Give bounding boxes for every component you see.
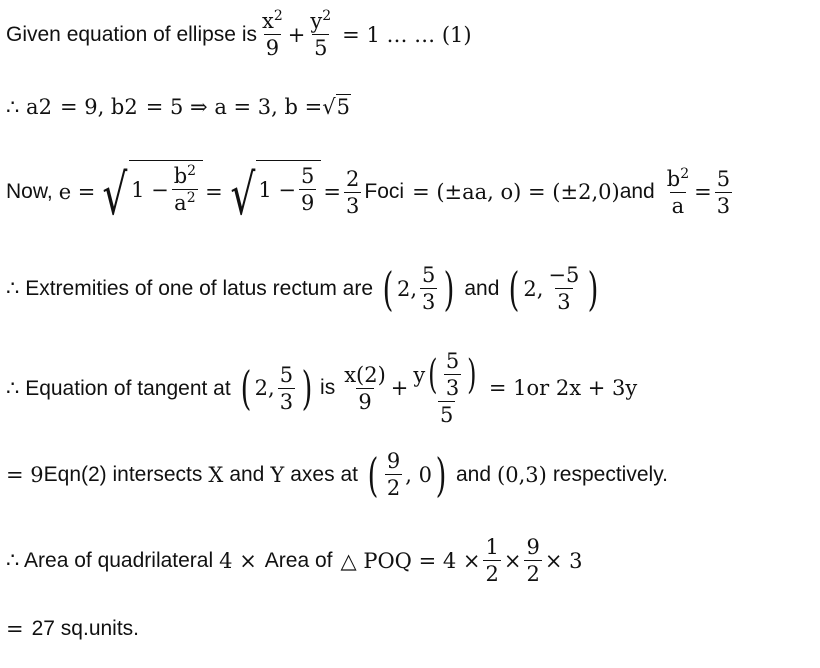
operator: × — [503, 548, 522, 573]
text: ∴ Extremities of one of latus rectum are — [6, 277, 374, 301]
text: is — [320, 376, 336, 400]
text: = 9 — [6, 462, 44, 487]
fraction: $\frac{5}{3}$ — [716, 166, 731, 218]
equation-line-1 — [6, 10, 472, 59]
fraction: $\frac{1}{2}$ — [485, 535, 499, 587]
text: 2, — [523, 276, 544, 301]
text: Given equation of ellipse is — [6, 22, 257, 46]
equation-line-7 — [6, 536, 582, 585]
text: 4 × — [219, 548, 257, 573]
fraction: $\frac{9}{2}$ — [386, 449, 401, 501]
equation-line-4: ∴ Extremities of one of latus rectum are ( 2, $\frac{5}{3}$ ) and ( 2, $\frac{-5}{3}$ ) — [6, 261, 599, 316]
text: and — [619, 180, 655, 204]
fraction: $\frac{5}{3}$ — [279, 362, 294, 414]
text: and — [229, 462, 265, 486]
operator: + — [287, 22, 306, 47]
text: = 5 ⇒ a = 3, b = — [145, 94, 323, 119]
text: 2, — [396, 276, 418, 301]
equation-line-2: ∴ a 2 = 9, b 2 = 5 ⇒ a = 3, b = √ 5 — [6, 94, 350, 119]
text: 27 sq.units. — [31, 617, 140, 640]
text: × 3 — [544, 548, 583, 573]
sqrt-expression: √ 1 − $\frac{b^2}{a^2}$ — [97, 160, 203, 224]
text: △ POQ = 4 × — [340, 548, 481, 573]
sqrt-expression: √ 1 − $\frac{5}{9}$ — [225, 160, 322, 224]
equation-line-3 — [6, 160, 735, 229]
text: 1 − — [258, 177, 297, 202]
text: = 1or 2x + 3y — [488, 376, 638, 401]
text: = (±aa, o) = (±2,0) — [412, 180, 620, 205]
text: 1 − — [131, 177, 169, 202]
fraction: $\frac{b^2}{a^2}$ — [173, 163, 197, 216]
equation-line-6: = 9 Eqn(2) intersects X and Y axes at ( $\frac{9}{2}$ , 0 ) and (0,3) respectively. — [6, 447, 668, 502]
text: Eqn(2) intersects — [43, 462, 203, 486]
text: ∴ Equation of tangent at — [6, 376, 231, 400]
text: , 0 — [405, 462, 433, 487]
operator: = — [694, 180, 712, 205]
text: = 1 … … (1) — [342, 22, 472, 47]
equation-line-8 — [6, 617, 139, 641]
sqrt-argument: 5 — [336, 95, 350, 119]
text: ∴ a — [6, 94, 39, 119]
operator: = — [6, 617, 24, 641]
text: Y — [270, 462, 285, 487]
fraction: $\frac{x^2}{9}$ — [262, 8, 283, 61]
text: ∴ Area of quadrilateral — [6, 549, 214, 573]
sqrt-sign: √ — [322, 94, 336, 119]
fraction: $\frac{b^2}{a}$ — [666, 165, 690, 218]
operator: + — [390, 376, 409, 401]
text: axes at — [290, 462, 358, 486]
fraction: $\frac{x(2)}{9}$ — [344, 362, 386, 414]
text: X — [208, 462, 224, 487]
text: = 9, b — [59, 94, 125, 119]
equation-line-5: ∴ Equation of tangent at ( 2, $\frac{5}{3}$ ) is $\frac{x(2)}{9}$ + y ( $\frac{5}{3}$ ) 5 = 1or 2x + 3y — [6, 349, 638, 428]
text: Area of — [264, 548, 333, 572]
operator: = — [323, 180, 342, 205]
fraction: $\frac{2}{3}$ — [346, 166, 360, 218]
fraction: $\frac{5}{9}$ — [301, 164, 315, 216]
text: and — [455, 462, 492, 486]
text: (0,3) — [497, 462, 547, 487]
text: Foci — [364, 180, 405, 204]
text: and — [464, 276, 500, 300]
text: e = — [58, 180, 96, 205]
operator: = — [205, 180, 223, 205]
text: 2, — [254, 376, 275, 401]
fraction: $\frac{y^2}{5}$ — [310, 8, 332, 61]
text: respectively. — [552, 462, 668, 486]
fraction: $\frac{5}{3}$ — [422, 263, 436, 315]
fraction: $\frac{-5}{3}$ — [548, 263, 580, 315]
fraction: $\frac{9}{2}$ — [526, 535, 540, 587]
fraction: y ( $\frac{5}{3}$ ) 5 — [413, 349, 477, 428]
text: Now, — [6, 180, 53, 204]
